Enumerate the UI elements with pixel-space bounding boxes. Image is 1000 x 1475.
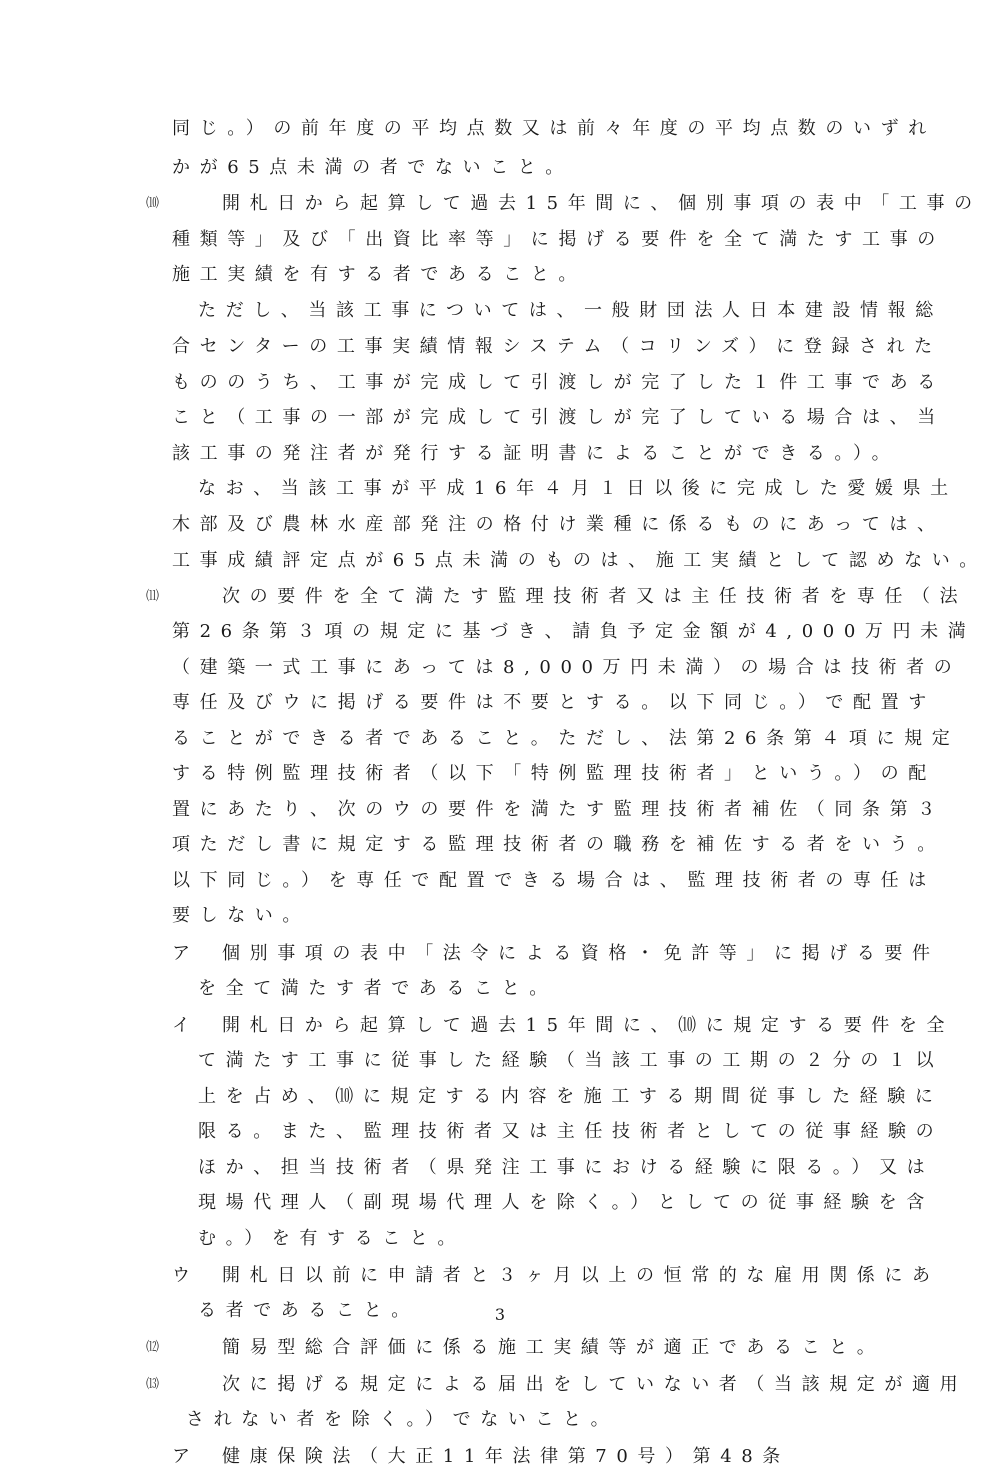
line-text: 項ただし書に規定する監理技術者の職務を補佐する者をいう。 [172,834,945,855]
line-text: 限る。また、監理技術者又は主任技術者としての従事経験の [198,1121,944,1142]
page-number: 3 [494,1305,506,1324]
text-line [0,507,1000,543]
text-line [0,400,1000,436]
text-line [0,614,1000,650]
line-text: ただし、当該工事については、一般財団法人日本建設情報総 [198,300,943,321]
text-line [0,150,1000,186]
text-line [0,898,1000,934]
item-marker: ウ [172,1265,190,1286]
text-line [0,111,1000,147]
text-line [0,1185,1000,1221]
text-line [0,543,1000,579]
line-text: む。）を有すること。 [198,1228,465,1249]
item-marker: ア [172,1446,190,1467]
line-text: 上を占め、⑽に規定する内容を施工する期間従事した経験に [198,1086,943,1107]
text-line [0,329,1000,365]
line-text: 開札日から起算して過去15年間に、⑽に規定する要件を全 [222,1015,955,1036]
text-line [0,792,1000,828]
line-text: こと（工事の一部が完成して引渡しが完了している場合は、当 [172,407,945,428]
text-line [0,721,1000,757]
text-line [0,186,1000,222]
item-marker: ⑾ [146,589,160,604]
text-line [0,827,1000,863]
line-text: 個別事項の表中「法令による資格・免許等」に掲げる要件 [222,943,940,964]
text-line [0,436,1000,472]
item-marker: ⑿ [146,1340,160,1355]
line-text: 現場代理人（副現場代理人を除く。）としての従事経験を含 [198,1192,934,1213]
text-line [0,936,1000,972]
line-text: 木部及び農林水産部発注の格付け業種に係るものにあっては、 [172,514,945,535]
text-line [0,1402,1000,1438]
text-line [0,222,1000,258]
line-text: もののうち、工事が完成して引渡しが完了した１件工事である [172,372,945,393]
text-line [0,257,1000,293]
text-line [0,1221,1000,1257]
line-text: 合センターの工事実績情報システム（コリンズ）に登録された [172,336,942,357]
line-text: 同じ。）の前年度の平均点数又は前々年度の平均点数のいずれ [172,118,936,139]
line-text: 以下同じ。）を専任で配置できる場合は、監理技術者の専任は [172,870,936,891]
line-text: なお、当該工事が平成16年４月１日以後に完成した愛媛県土 [198,478,958,499]
line-text: 第26条第３項の規定に基づき、請負予定金額が4,000万円未満 [172,621,976,642]
text-line [0,756,1000,792]
line-text: する特例監理技術者（以下「特例監理技術者」という。）の配 [172,763,936,784]
line-text: 開札日以前に申請者と３ヶ月以上の恒常的な雇用関係にあ [222,1265,940,1286]
text-line [0,1367,1000,1403]
text-line [0,1258,1000,1294]
line-text: を全て満たす者であること。 [198,978,557,999]
line-text: 健康保険法（大正11年法律第70号）第48条 [222,1446,790,1467]
text-line [0,1330,1000,1366]
item-marker: ⒀ [146,1377,160,1392]
line-text: 開札日から起算して過去15年間に、個別事項の表中「工事の [222,193,982,214]
line-text: されない者を除く。）でないこと。 [186,1409,619,1430]
text-line [0,365,1000,401]
line-text: 専任及びウに掲げる要件は不要とする。以下同じ。）で配置す [172,692,936,713]
text-line [0,650,1000,686]
line-text: かが65点未満の者でないこと。 [172,157,573,178]
line-text: 施工実績を有する者であること。 [172,264,586,285]
text-line [0,1079,1000,1115]
text-line [0,971,1000,1007]
text-line [0,293,1000,329]
text-line [0,1439,1000,1475]
text-line [0,863,1000,899]
item-marker: イ [172,1015,190,1036]
line-text: 次に掲げる規定による届出をしていない者（当該規定が適用 [222,1374,968,1395]
line-text: て満たす工事に従事した経験（当該工事の工期の２分の１以 [198,1050,944,1071]
line-text: 該工事の発注者が発行する証明書によることができる。）。 [172,443,900,464]
text-line [0,685,1000,721]
text-line [0,1043,1000,1079]
item-marker: ⑽ [146,196,160,211]
line-text: る者であること。 [198,1300,419,1321]
line-text: 種類等」及び「出資比率等」に掲げる要件を全て満たす工事の [172,229,945,250]
item-marker: ア [172,943,190,964]
text-line [0,471,1000,507]
line-text: 置にあたり、次のウの要件を満たす監理技術者補佐（同条第３ [172,799,945,820]
text-line [0,1008,1000,1044]
line-text: （建築一式工事にあっては8,000万円未満）の場合は技術者の [172,657,962,678]
line-text: 工事成績評定点が65点未満のものは、施工実績として認めない。 [172,550,987,571]
line-text: ほか、担当技術者（県発注工事における経験に限る。）又は [198,1157,935,1178]
line-text: 要しない。 [172,905,310,926]
text-line [0,1150,1000,1186]
line-text: 次の要件を全て満たす監理技術者又は主任技術者を専任（法 [222,586,968,607]
text-line [0,1114,1000,1150]
line-text: 簡易型総合評価に係る施工実績等が適正であること。 [222,1337,885,1358]
line-text: ることができる者であること。ただし、法第26条第４項に規定 [172,728,960,749]
text-line [0,579,1000,615]
